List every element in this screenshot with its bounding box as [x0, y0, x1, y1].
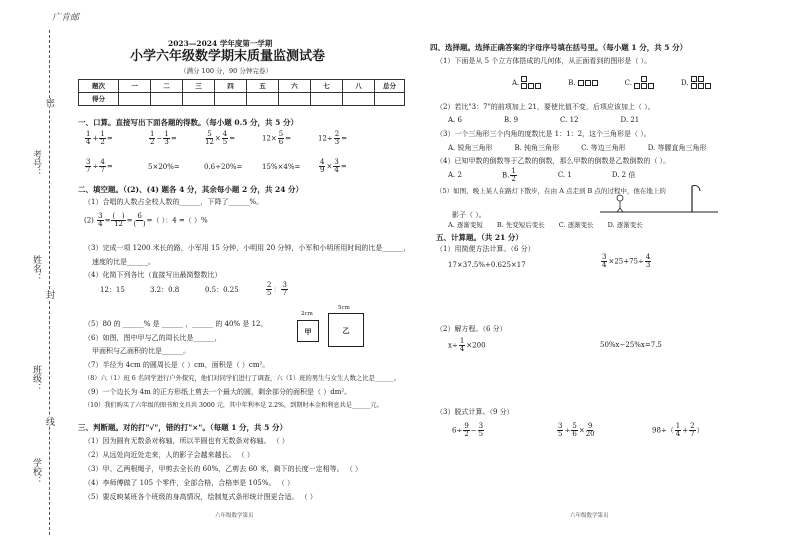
fraction: $\frac{3}{5}$	[558, 422, 563, 438]
option[interactable]: A. 6	[448, 116, 462, 124]
fraction: $\frac{3}{7}$	[86, 158, 91, 174]
person-leg	[620, 208, 623, 212]
score-cell: 得分	[79, 93, 119, 106]
option[interactable]: C. 等边三角形	[581, 144, 626, 152]
option-label: B.	[568, 78, 576, 87]
oral-row-1: 12× $\frac{5}{6}$ =	[262, 130, 292, 146]
label-class: 班级：	[31, 365, 41, 392]
person-head-icon	[617, 195, 623, 201]
fraction: $\frac{6}{( )}$	[133, 212, 146, 228]
calc-p1-a: 17×37.5%+0.625×17	[448, 261, 526, 269]
score-cell: 六	[279, 80, 311, 93]
view-b-icon	[578, 80, 599, 87]
judge-item: （3）甲、乙两根绳子，甲剪去全长的 60%，乙剪去 60 米，剩下的长度一定相等。 （ ）	[84, 465, 363, 473]
section2-heading: 二、填空题。（(2)、(4) 题各 4 分，其余每小题 2 分，共 24 分）	[78, 185, 304, 194]
fraction: $\frac{3}{5}$	[478, 422, 484, 438]
footer-left: 六年级数学第页	[215, 513, 254, 519]
calc-p3-c: 98÷（ $\frac{1}{4}$ + $\frac{2}{7}$ ）	[652, 422, 704, 438]
oral-item: 0.6÷20%=	[204, 163, 243, 171]
score-blank[interactable]	[247, 93, 279, 106]
fraction: $\frac{3}{4}$	[602, 253, 607, 269]
ratio-item: 3.2：0.8	[150, 286, 180, 294]
fraction: $\frac{4}{7}$	[100, 158, 105, 174]
score-cell: 七	[311, 80, 343, 93]
score-blank[interactable]	[183, 93, 215, 106]
option[interactable]: D. 逐渐变长	[607, 221, 643, 229]
fill-q6b: 甲面积与乙面积的比是______。	[92, 347, 190, 355]
score-blank[interactable]	[215, 93, 247, 106]
label-2cm: 2cm	[301, 311, 313, 317]
score-cell: 题次	[79, 80, 119, 93]
choice-q5a: （5）如图，晚上某人在路灯下散步，在由 A 点走到 B 点的过程中，他在地上的	[436, 187, 666, 195]
option-label: C.	[624, 78, 632, 87]
person-leg	[617, 208, 620, 212]
fraction: $\frac{2}{5}$	[267, 281, 272, 297]
fraction: $\frac{5}{6}$	[278, 130, 284, 146]
option[interactable]: D. 21	[620, 116, 640, 124]
lamp-head	[692, 186, 700, 191]
fill-q10: （10）我们购买了六年级的图书和文具共 3000 元，其中年利率是 2.2%，到期时本金和利息共是______元。	[84, 402, 383, 409]
score-cell: 四	[215, 80, 247, 93]
choice-q2-options	[448, 117, 639, 124]
choice-q1-options	[512, 76, 722, 90]
option[interactable]: A. 锐角三角形	[448, 144, 493, 152]
fraction: $\frac{5}{12}$	[205, 130, 214, 146]
fill-q7: （7）半径为 4cm 的圆周长是（ ）cm，面积是（ ）cm²。	[84, 361, 270, 369]
judge-item: （2）从远处向近处走来，人的影子会越来越长。 （ ）	[84, 451, 254, 459]
section3-heading: 三、判断题。对的打"√"，错的打"×"。（每题 1 分，共 5 分）	[78, 423, 287, 432]
oral-item: 5×20%=	[148, 163, 180, 171]
fraction: $\frac{2}{3}$	[334, 130, 340, 146]
choice-q3: （3）一个三角形三个内角的度数比是 1：1：2，这个三角形是（ ）。	[436, 130, 651, 138]
score-blank[interactable]	[119, 93, 151, 106]
option-label: A.	[512, 78, 520, 87]
fraction: $\frac{3}{4}$	[334, 158, 339, 174]
year-line: 2023—2024 学年度第一学期	[168, 39, 273, 48]
option-c[interactable]	[625, 76, 655, 90]
fill-q2-tail: =（ ）：4 =（ ）%	[146, 216, 208, 225]
option[interactable]: D. 2 倍	[611, 171, 636, 179]
score-blank[interactable]	[311, 93, 343, 106]
score-blank[interactable]	[279, 93, 311, 106]
score-table-header-row	[79, 80, 405, 93]
fill-q6a: （6）如图，图中甲与乙的周长比是______，	[84, 334, 222, 342]
judge-item: （1）因为圆有无数条对称轴，所以半圆也有无数条对称轴。 （ ）	[84, 437, 289, 445]
streetlight-figure	[600, 182, 720, 218]
seal-feng: 封	[44, 290, 54, 299]
fraction: $\frac{4}{3}$	[645, 253, 651, 269]
fraction: $\frac{1}{4}$	[459, 337, 465, 353]
fill-q5: （5）80 的 ______% 是 ______ ，______ 的 40% 是 12。	[84, 320, 268, 328]
label-5cm: 5cm	[338, 305, 350, 311]
oral-row-3: $\frac{4}{9}$ × $\frac{3}{4}$ =	[320, 158, 347, 174]
option[interactable]: A. 逐渐变短	[448, 221, 483, 229]
fill-q4: （4）化简下列各比（直接写出最简整数比）	[84, 271, 222, 279]
score-cell: 二	[151, 80, 183, 93]
calc-p1-b-text: ×25+75÷	[608, 257, 644, 266]
calc-p3: （3）脱式计算。（9 分）	[436, 408, 514, 416]
oral-row-1: $\frac{5}{12}$ × $\frac{4}{5}$ =	[205, 130, 236, 146]
fraction: $\frac{1}{4}$	[86, 130, 91, 146]
option-d[interactable]	[681, 76, 712, 90]
fraction: $\frac{1}{2}$	[511, 167, 516, 183]
option[interactable]	[502, 168, 518, 183]
fraction: $\frac{1}{2}$	[150, 130, 155, 146]
judge-item: （5）要反映某班各个班级的身高情况，绘制复式条形统计图更合适。 （ ）	[84, 493, 317, 501]
option[interactable]: D. 等腰直角三角形	[647, 144, 707, 152]
fraction: $\frac{1}{4}$	[675, 422, 681, 438]
choice-q2: （2）若比"3：7"的前项加上 21，要使比值不变，后项应该加上（ ）。	[436, 103, 655, 111]
calc-p2-a: x÷ $\frac{1}{4}$ ×200	[448, 337, 486, 353]
oral-row-3: $\frac{3}{7}$ ÷ $\frac{4}{7}$ =	[86, 158, 113, 174]
fraction: $\frac{4}{5}$	[222, 130, 228, 146]
fraction: $\frac{3}{4}$	[98, 212, 103, 228]
fill-q3b: 速度的比是______。	[92, 258, 155, 266]
fill-q1: （1）合唱的人数占全校人数的______，下降了______%。	[84, 198, 264, 206]
label-school: 学校：	[31, 458, 41, 485]
oral-row-1: 12÷ $\frac{2}{3}$ =	[318, 130, 348, 146]
calc-p2: （2）解方程。（6 分）	[436, 325, 507, 333]
score-blank[interactable]	[343, 93, 375, 106]
ratio-item: 0.5：0.25	[205, 286, 239, 294]
fraction: $\frac{9}{20}$	[585, 422, 595, 438]
fraction: $\frac{9}{2}$	[464, 422, 469, 438]
page-subtitle: （满分 100 分，90 分钟完卷）	[180, 67, 272, 75]
calc-p3-b: $\frac{3}{5}$ ÷ $\frac{5}{6}$ × $\frac{9}{20}$	[558, 422, 595, 438]
square-yi: 乙	[328, 313, 364, 347]
footer-right: 六年级数学第页	[570, 513, 609, 519]
oral-item: 15%×4%=	[262, 163, 301, 171]
choice-q1: （1）下面是从 5 个立方体搭成的几何体，从正面看到的图形是（ ）。	[436, 57, 652, 65]
choice-q5-options	[448, 222, 643, 229]
choice-q4-options	[448, 168, 635, 183]
score-cell: 总分	[375, 80, 405, 93]
fill-q8: （8）六（1）班 6 名同学进行户外探究，他们对同学们进行了调查，六（1）班的男生与女生人数之比是______。	[84, 375, 400, 382]
seal-mi: 密	[44, 98, 54, 107]
fraction: $\frac{4}{9}$	[320, 158, 325, 174]
score-blank[interactable]	[151, 93, 183, 106]
square-jia: 甲	[297, 320, 319, 342]
ratio-fraction: $\frac{2}{5}$ ： $\frac{3}{7}$	[267, 281, 287, 297]
seal-xian: 线	[44, 417, 54, 426]
score-cell: 八	[343, 80, 375, 93]
option[interactable]: C. 逐渐变长	[558, 221, 594, 229]
option[interactable]: A. 2	[448, 171, 462, 179]
calc-p3-a: 6÷ $\frac{9}{2}$ − $\frac{3}{5}$	[452, 422, 484, 438]
choice-q4: （4）已知甲数的倒数等于乙数的倒数，那么甲数的倒数是乙数倒数的（ ）。	[436, 157, 671, 165]
choice-q5b: 影子（ ）。	[452, 211, 486, 219]
option-b[interactable]	[568, 80, 598, 87]
fraction: $\frac{1}{2}$	[100, 130, 105, 146]
choice-q3-options	[448, 145, 707, 152]
score-cell: 五	[247, 80, 279, 93]
section1-heading: 一、口算。直接写出下面各题的得数。（每小题 0.5 分，共 5 分）	[78, 118, 298, 127]
fraction: $\frac{1}{3}$	[164, 130, 169, 146]
view-c-icon	[634, 76, 655, 90]
view-a-icon	[521, 76, 542, 90]
section5-heading: 五、计算题。（共 21 分）	[436, 233, 523, 242]
calc-p1: （1）用简便方法计算。（6 分）	[436, 245, 535, 253]
judge-item: （4）李师傅做了 105 个零件，全部合格，合格率是 105%。 （ ）	[84, 479, 294, 487]
option[interactable]: B. 先变短后变长	[496, 221, 545, 229]
fill-q9: （9）一个边长为 4m 的正方形纸上剪去一个最大的圆，剩余部分的面积是（ ）dm²。	[84, 388, 352, 396]
label-number: 考号：	[31, 150, 41, 177]
ratio-item: 12：15	[100, 286, 125, 294]
page-title: 小学六年级数学期末质量监测试卷	[130, 49, 326, 64]
calc-p1-b	[600, 254, 652, 269]
option[interactable]: B. 9	[503, 116, 519, 124]
label-name: 姓名：	[31, 255, 41, 282]
fill-q2: (2) $\frac{3}{4}$ = $\frac{( )}{12}$ = $\frac{6}{( )}$ =（ ）：4 =（ ）%	[84, 212, 208, 228]
oral-row-1: $\frac{1}{2}$ − $\frac{1}{3}$ =	[150, 130, 177, 146]
option-a[interactable]	[512, 76, 542, 90]
option-label: D.	[681, 78, 689, 87]
option[interactable]: C. 12	[560, 116, 579, 124]
option[interactable]: B. 钝角三角形	[514, 144, 560, 152]
score-blank[interactable]	[375, 93, 405, 106]
view-d-icon	[691, 76, 712, 90]
corner-handwritten-note: 广肯邮	[52, 13, 80, 23]
fraction: $\frac{3}{7}$	[282, 281, 287, 297]
score-table	[78, 79, 405, 106]
calc-p2-b: 50%x−25%x=7.5	[600, 341, 662, 349]
fraction: $\frac{5}{6}$	[572, 422, 577, 438]
option[interactable]: C. 1	[557, 171, 572, 179]
score-cell: 一	[119, 80, 151, 93]
score-cell: 三	[183, 80, 215, 93]
oral-row-1: $\frac{1}{4}$ + $\frac{1}{2}$ =	[86, 130, 113, 146]
option-label: B.	[501, 171, 510, 180]
fill-q3a: （3）完成一项 1200 米长的路，小军用 15 分钟，小明用 20 分钟，小军和小明所用时间的比是______，	[84, 244, 411, 252]
fraction: $\frac{( )}{12}$	[112, 212, 125, 228]
fraction: $\frac{2}{7}$	[690, 422, 695, 438]
score-table-score-row	[79, 93, 405, 106]
section4-heading: 四、选择题。选择正确答案的字母序号填在括号里。（每小题 1 分，共 5 分）	[430, 43, 688, 52]
